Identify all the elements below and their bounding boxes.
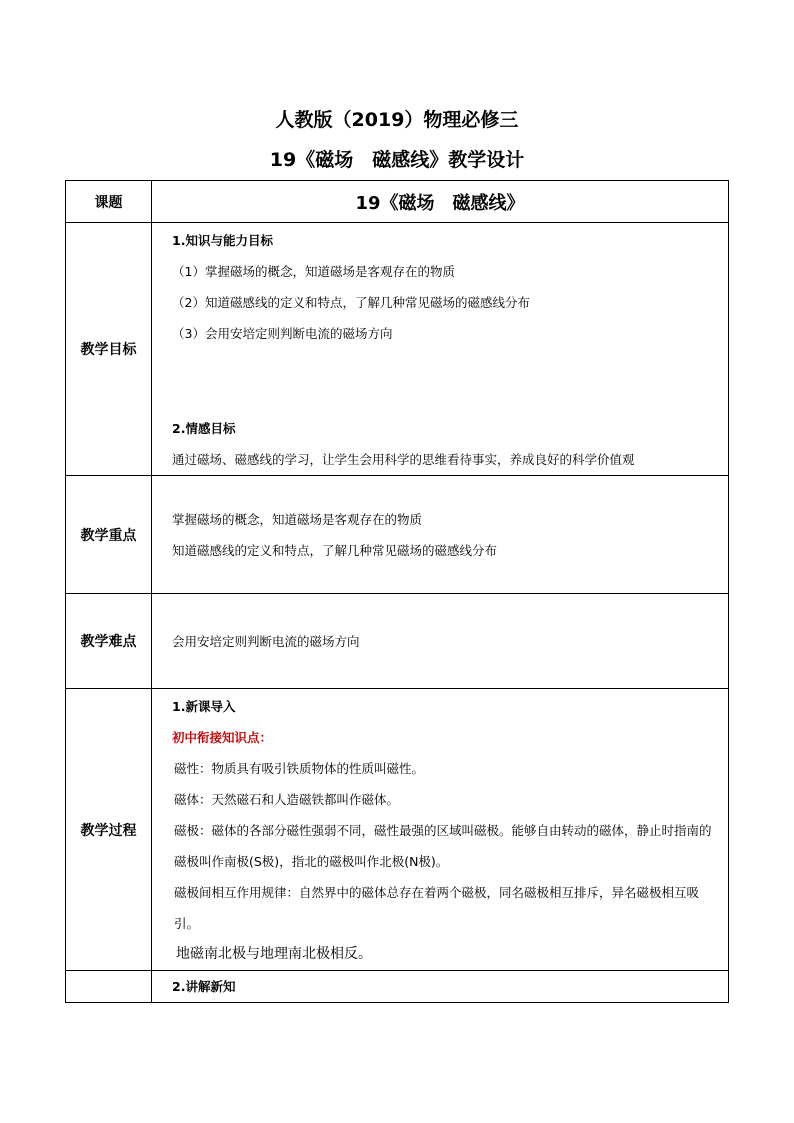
objectives-section2-heading: 2.情感目标 xyxy=(172,421,236,436)
topic-value: 19《磁场 磁感线》 xyxy=(152,181,729,223)
document-title: 人教版（2019）物理必修三 xyxy=(275,109,519,131)
process-p3: 磁极：磁体的各部分磁性强弱不同，磁性最强的区域叫磁极。能够自由转动的磁体，静止时指南的磁极叫作南极(S极)，指北的磁极叫作北极(N极)。 xyxy=(174,823,712,869)
key-points-row xyxy=(66,476,729,594)
objectives-section2-text: 通过磁场、磁感线的学习，让学生会用科学的思维看待事实，养成良好的科学价值观 xyxy=(172,452,635,467)
difficulties-content xyxy=(152,594,729,689)
process-row xyxy=(66,689,729,971)
key-point-2: 知道磁感线的定义和特点，了解几种常见磁场的磁感线分布 xyxy=(172,542,498,558)
process-section2-heading: 2.讲解新知 xyxy=(172,979,236,994)
lesson-plan-table xyxy=(65,180,729,1003)
process-p1: 磁性：物质具有吸引铁质物体的性质叫磁性。 xyxy=(174,761,425,776)
difficulty-text: 会用安培定则判断电流的磁场方向 xyxy=(172,633,360,649)
difficulties-label: 教学难点 xyxy=(66,594,152,689)
topic-row xyxy=(66,181,729,223)
objective-item-1: （1）掌握磁场的概念，知道磁场是客观存在的物质 xyxy=(172,264,455,279)
objectives-label: 教学目标 xyxy=(66,223,152,476)
process-section1-heading: 1.新课导入 xyxy=(172,699,236,714)
process-p5: 地磁南北极与地理南北极相反。 xyxy=(176,946,372,962)
bridge-heading: 初中衔接知识点： xyxy=(172,730,273,745)
key-points-content xyxy=(152,476,729,594)
difficulties-row xyxy=(66,594,729,689)
process-label: 教学过程 xyxy=(66,689,152,971)
objective-item-2: （2）知道磁感线的定义和特点，了解几种常见磁场的磁感线分布 xyxy=(172,295,530,310)
document-subtitle: 19《磁场 磁感线》教学设计 xyxy=(269,149,525,171)
process-label-continued xyxy=(66,971,152,1003)
process-row-2 xyxy=(66,971,729,1003)
objectives-content xyxy=(152,223,729,476)
process-content xyxy=(152,689,729,971)
process-p4: 磁极间相互作用规律：自然界中的磁体总存在着两个磁极，同名磁极相互排斥，异名磁极相互吸引。 xyxy=(174,885,700,931)
key-point-1: 掌握磁场的概念，知道磁场是客观存在的物质 xyxy=(172,511,423,527)
objective-item-3: （3）会用安培定则判断电流的磁场方向 xyxy=(172,326,393,341)
process-section2 xyxy=(152,971,729,1003)
topic-label: 课题 xyxy=(66,181,152,223)
objectives-row xyxy=(66,223,729,476)
key-points-label: 教学重点 xyxy=(66,476,152,594)
process-p2: 磁体：天然磁石和人造磁铁都叫作磁体。 xyxy=(174,792,400,807)
objectives-section1-heading: 1.知识与能力目标 xyxy=(172,233,273,248)
